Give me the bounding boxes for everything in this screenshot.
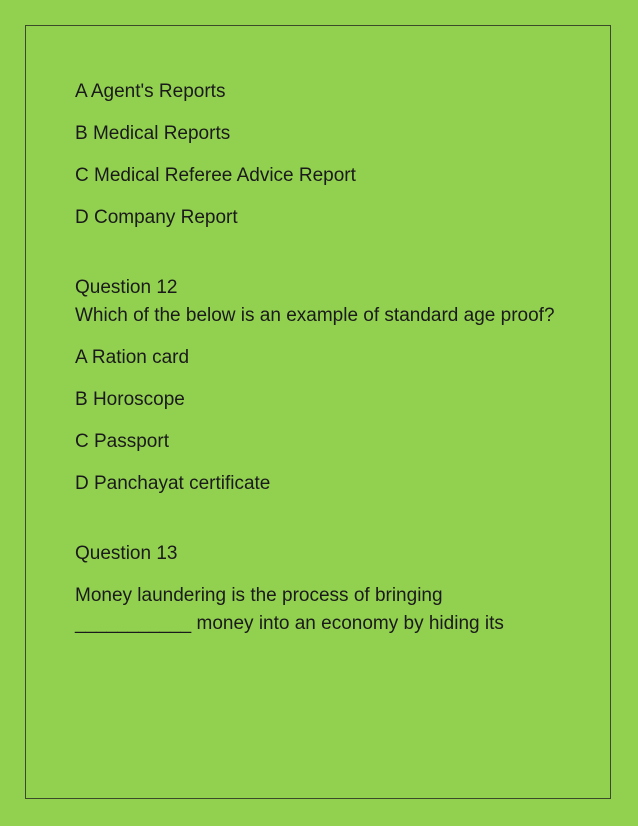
option-b-prev: B Medical Reports [75, 123, 231, 144]
option-c-prev: C Medical Referee Advice Report [75, 165, 356, 186]
question-13-text-line-2: ___________ money into an economy by hiding its [75, 613, 504, 634]
option-d-prev: D Company Report [75, 207, 238, 228]
option-a-prev: A Agent's Reports [75, 81, 226, 102]
question-12-heading: Question 12 [75, 277, 178, 298]
question-12-option-d: D Panchayat certificate [75, 473, 271, 494]
document-content [75, 78, 555, 638]
question-13-heading: Question 13 [75, 543, 178, 564]
question-13-text-line-1: Money laundering is the process of bringing [75, 585, 443, 606]
question-12-option-b: B Horoscope [75, 389, 185, 410]
question-12-option-a: A Ration card [75, 347, 190, 368]
question-12-text: Which of the below is an example of standard age proof? [75, 305, 555, 326]
question-12-option-c: C Passport [75, 431, 169, 452]
